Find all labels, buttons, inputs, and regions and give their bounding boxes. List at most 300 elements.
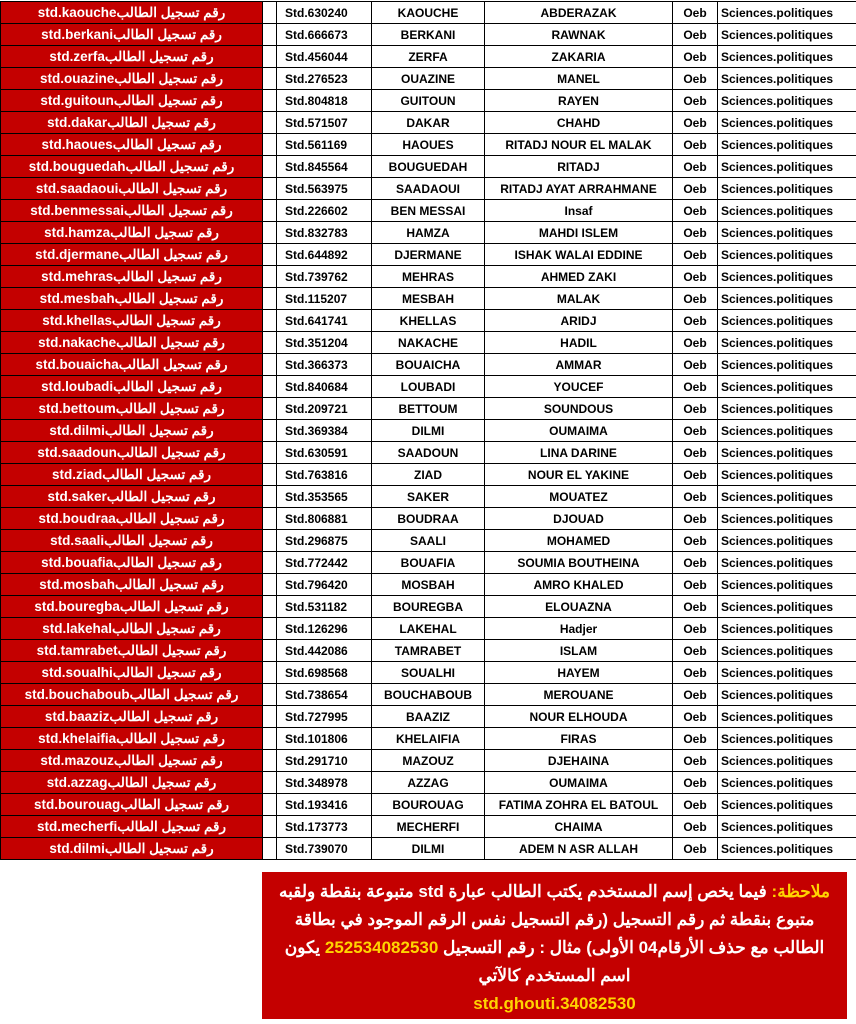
specialty-cell: Sciences.politiques xyxy=(718,640,856,662)
username: std.bouafia xyxy=(41,554,114,570)
registration-id-cell: Std.531182 xyxy=(277,596,372,618)
specialty-cell: Sciences.politiques xyxy=(718,552,856,574)
gap-cell xyxy=(263,2,277,24)
first-name-cell: AMMAR xyxy=(485,354,673,376)
username-cell xyxy=(1,750,263,772)
gap-cell xyxy=(263,24,277,46)
username-caption: رقم تسجيل الطالب xyxy=(119,246,228,262)
registration-id-cell: Std.291710 xyxy=(277,750,372,772)
username-cell xyxy=(1,684,263,706)
username-caption: رقم تسجيل الطالب xyxy=(116,4,226,20)
first-name-cell: MAHDI ISLEM xyxy=(485,222,673,244)
table-row xyxy=(1,508,856,530)
gap-cell xyxy=(263,156,277,178)
specialty-cell: Sciences.politiques xyxy=(718,156,856,178)
username: std.nakache xyxy=(38,334,117,350)
table-row xyxy=(1,200,856,222)
username-cell xyxy=(1,640,263,662)
specialty-cell: Sciences.politiques xyxy=(718,134,856,156)
username-cell xyxy=(1,464,263,486)
last-name-cell: BOUAICHA xyxy=(372,354,485,376)
username-caption: رقم تسجيل الطالب xyxy=(104,422,214,438)
username-caption: رقم تسجيل الطالب xyxy=(113,752,223,768)
first-name-cell: ISHAK WALAI EDDINE xyxy=(485,244,673,266)
faculty-cell: Oeb xyxy=(673,794,718,816)
registration-id-cell: Std.348978 xyxy=(277,772,372,794)
table-row xyxy=(1,816,856,838)
specialty-cell: Sciences.politiques xyxy=(718,662,856,684)
faculty-cell: Oeb xyxy=(673,310,718,332)
username-caption: رقم تسجيل الطالب xyxy=(118,180,228,196)
username: std.dilmi xyxy=(49,840,105,856)
table-row xyxy=(1,838,856,860)
first-name-cell: FATIMA ZOHRA EL BATOUL xyxy=(485,794,673,816)
last-name-cell: SAADAOUI xyxy=(372,178,485,200)
username-cell xyxy=(1,706,263,728)
username: std.saadaoui xyxy=(35,180,119,196)
last-name-cell: MECHERFI xyxy=(372,816,485,838)
last-name-cell: HAOUES xyxy=(372,134,485,156)
specialty-cell: Sciences.politiques xyxy=(718,68,856,90)
table-row xyxy=(1,552,856,574)
username-caption: رقم تسجيل الطالب xyxy=(112,664,222,680)
username-caption: رقم تسجيل الطالب xyxy=(118,356,228,372)
last-name-cell: KHELAIFIA xyxy=(372,728,485,750)
username: std.lakehal xyxy=(42,620,113,636)
last-name-cell: SAADOUN xyxy=(372,442,485,464)
table-row xyxy=(1,112,856,134)
username-cell xyxy=(1,24,263,46)
faculty-cell: Oeb xyxy=(673,486,718,508)
username-cell xyxy=(1,376,263,398)
username-cell xyxy=(1,816,263,838)
username-cell xyxy=(1,266,263,288)
username-caption: رقم تسجيل الطالب xyxy=(104,48,214,64)
username-caption: رقم تسجيل الطالب xyxy=(129,686,239,702)
table-row xyxy=(1,772,856,794)
table-row xyxy=(1,310,856,332)
registration-id-cell: Std.644892 xyxy=(277,244,372,266)
specialty-cell: Sciences.politiques xyxy=(718,794,856,816)
username-cell xyxy=(1,222,263,244)
gap-cell xyxy=(263,508,277,530)
registration-id-cell: Std.193416 xyxy=(277,794,372,816)
gap-cell xyxy=(263,46,277,68)
username: std.djermane xyxy=(35,246,120,262)
specialty-cell: Sciences.politiques xyxy=(718,530,856,552)
username-cell xyxy=(1,200,263,222)
username: std.dakar xyxy=(47,114,108,130)
last-name-cell: HAMZA xyxy=(372,222,485,244)
registration-id-cell: Std.563975 xyxy=(277,178,372,200)
gap-cell xyxy=(263,90,277,112)
username: std.khelaifia xyxy=(38,730,117,746)
last-name-cell: NAKACHE xyxy=(372,332,485,354)
specialty-cell: Sciences.politiques xyxy=(718,178,856,200)
faculty-cell: Oeb xyxy=(673,684,718,706)
first-name-cell: LINA DARINE xyxy=(485,442,673,464)
table-row xyxy=(1,706,856,728)
faculty-cell: Oeb xyxy=(673,24,718,46)
gap-cell xyxy=(263,332,277,354)
faculty-cell: Oeb xyxy=(673,706,718,728)
username-cell xyxy=(1,68,263,90)
table-row xyxy=(1,464,856,486)
faculty-cell: Oeb xyxy=(673,508,718,530)
specialty-cell: Sciences.politiques xyxy=(718,464,856,486)
last-name-cell: DILMI xyxy=(372,838,485,860)
username: std.baaziz xyxy=(44,708,110,724)
gap-cell xyxy=(263,618,277,640)
username: std.saali xyxy=(50,532,105,548)
first-name-cell: SOUNDOUS xyxy=(485,398,673,420)
table-row xyxy=(1,442,856,464)
gap-cell xyxy=(263,662,277,684)
registration-id-cell: Std.369384 xyxy=(277,420,372,442)
username-caption: رقم تسجيل الطالب xyxy=(119,598,229,614)
username: std.hamza xyxy=(44,224,111,240)
first-name-cell: RAYEN xyxy=(485,90,673,112)
faculty-cell: Oeb xyxy=(673,376,718,398)
username-caption: رقم تسجيل الطالب xyxy=(102,466,211,482)
username-caption: رقم تسجيل الطالب xyxy=(115,576,224,592)
first-name-cell: OUMAIMA xyxy=(485,420,673,442)
username-cell xyxy=(1,794,263,816)
last-name-cell: DILMI xyxy=(372,420,485,442)
specialty-cell: Sciences.politiques xyxy=(718,46,856,68)
username-cell xyxy=(1,486,263,508)
username-caption: رقم تسجيل الطالب xyxy=(116,730,225,746)
last-name-cell: BOUAFIA xyxy=(372,552,485,574)
gap-cell xyxy=(263,750,277,772)
table-row xyxy=(1,2,856,24)
table-row xyxy=(1,332,856,354)
gap-cell xyxy=(263,112,277,134)
specialty-cell: Sciences.politiques xyxy=(718,2,856,24)
first-name-cell: DJEHAINA xyxy=(485,750,673,772)
username: std.benmessai xyxy=(30,202,125,218)
last-name-cell: BOUREGBA xyxy=(372,596,485,618)
specialty-cell: Sciences.politiques xyxy=(718,354,856,376)
gap-cell xyxy=(263,200,277,222)
last-name-cell: BOUCHABOUB xyxy=(372,684,485,706)
specialty-cell: Sciences.politiques xyxy=(718,24,856,46)
first-name-cell: FIRAS xyxy=(485,728,673,750)
username: std.mehras xyxy=(41,268,114,284)
table-row xyxy=(1,420,856,442)
gap-cell xyxy=(263,68,277,90)
registration-id-cell: Std.738654 xyxy=(277,684,372,706)
last-name-cell: BOUDRAA xyxy=(372,508,485,530)
first-name-cell: Hadjer xyxy=(485,618,673,640)
first-name-cell: HADIL xyxy=(485,332,673,354)
username: std.haoues xyxy=(41,136,113,152)
registration-id-cell: Std.739070 xyxy=(277,838,372,860)
registration-id-cell: Std.796420 xyxy=(277,574,372,596)
username-cell xyxy=(1,178,263,200)
faculty-cell: Oeb xyxy=(673,838,718,860)
faculty-cell: Oeb xyxy=(673,530,718,552)
note-box xyxy=(262,872,847,1019)
username-cell xyxy=(1,574,263,596)
last-name-cell: BOUROUAG xyxy=(372,794,485,816)
gap-cell xyxy=(263,464,277,486)
first-name-cell: OUMAIMA xyxy=(485,772,673,794)
table-row xyxy=(1,46,856,68)
gap-cell xyxy=(263,816,277,838)
first-name-cell: MANEL xyxy=(485,68,673,90)
first-name-cell: HAYEM xyxy=(485,662,673,684)
registration-id-cell: Std.772442 xyxy=(277,552,372,574)
username-cell xyxy=(1,46,263,68)
specialty-cell: Sciences.politiques xyxy=(718,750,856,772)
last-name-cell: SAKER xyxy=(372,486,485,508)
username-caption: رقم تسجيل الطالب xyxy=(104,840,214,856)
registration-id-cell: Std.832783 xyxy=(277,222,372,244)
table-row xyxy=(1,618,856,640)
first-name-cell: MALAK xyxy=(485,288,673,310)
table-row xyxy=(1,266,856,288)
registration-id-cell: Std.666673 xyxy=(277,24,372,46)
username-cell xyxy=(1,156,263,178)
gap-cell xyxy=(263,640,277,662)
last-name-cell: KHELLAS xyxy=(372,310,485,332)
registration-id-cell: Std.442086 xyxy=(277,640,372,662)
first-name-cell: CHAHD xyxy=(485,112,673,134)
registration-id-cell: Std.115207 xyxy=(277,288,372,310)
last-name-cell: BAAZIZ xyxy=(372,706,485,728)
username-cell xyxy=(1,618,263,640)
faculty-cell: Oeb xyxy=(673,266,718,288)
table-row xyxy=(1,68,856,90)
username: std.tamrabet xyxy=(36,642,118,658)
first-name-cell: ELOUAZNA xyxy=(485,596,673,618)
last-name-cell: LAKEHAL xyxy=(372,618,485,640)
faculty-cell: Oeb xyxy=(673,596,718,618)
gap-cell xyxy=(263,310,277,332)
table-row xyxy=(1,728,856,750)
username-caption: رقم تسجيل الطالب xyxy=(116,334,225,350)
username: std.bouguedah xyxy=(28,158,126,174)
faculty-cell: Oeb xyxy=(673,442,718,464)
specialty-cell: Sciences.politiques xyxy=(718,706,856,728)
username-caption: رقم تسجيل الطالب xyxy=(104,532,213,548)
specialty-cell: Sciences.politiques xyxy=(718,728,856,750)
first-name-cell: SOUMIA BOUTHEINA xyxy=(485,552,673,574)
username: std.soualhi xyxy=(41,664,113,680)
username: std.bourouag xyxy=(34,796,121,812)
username-caption: رقم تسجيل الطالب xyxy=(124,202,233,218)
first-name-cell: RITADJ xyxy=(485,156,673,178)
registration-id-cell: Std.571507 xyxy=(277,112,372,134)
username-caption: رقم تسجيل الطالب xyxy=(109,708,219,724)
last-name-cell: MOSBAH xyxy=(372,574,485,596)
last-name-cell: MAZOUZ xyxy=(372,750,485,772)
gap-cell xyxy=(263,376,277,398)
username-caption: رقم تسجيل الطالب xyxy=(115,510,225,526)
first-name-cell: ABDERAZAK xyxy=(485,2,673,24)
username-caption: رقم تسجيل الطالب xyxy=(106,488,216,504)
faculty-cell: Oeb xyxy=(673,618,718,640)
last-name-cell: ZERFA xyxy=(372,46,485,68)
registration-id-cell: Std.126296 xyxy=(277,618,372,640)
first-name-cell: Insaf xyxy=(485,200,673,222)
username: std.berkani xyxy=(41,26,114,42)
faculty-cell: Oeb xyxy=(673,552,718,574)
faculty-cell: Oeb xyxy=(673,640,718,662)
username-caption: رقم تسجيل الطالب xyxy=(114,290,224,306)
username: std.khellas xyxy=(42,312,113,328)
username-cell xyxy=(1,420,263,442)
faculty-cell: Oeb xyxy=(673,112,718,134)
faculty-cell: Oeb xyxy=(673,2,718,24)
faculty-cell: Oeb xyxy=(673,156,718,178)
gap-cell xyxy=(263,244,277,266)
faculty-cell: Oeb xyxy=(673,816,718,838)
username-caption: رقم تسجيل الطالب xyxy=(115,400,225,416)
username: std.mesbah xyxy=(39,290,115,306)
table-row xyxy=(1,398,856,420)
username: std.ziad xyxy=(52,466,103,482)
last-name-cell: LOUBADI xyxy=(372,376,485,398)
specialty-cell: Sciences.politiques xyxy=(718,618,856,640)
last-name-cell: ZIAD xyxy=(372,464,485,486)
first-name-cell: ISLAM xyxy=(485,640,673,662)
faculty-cell: Oeb xyxy=(673,332,718,354)
username: std.mosbah xyxy=(39,576,116,592)
faculty-cell: Oeb xyxy=(673,398,718,420)
faculty-cell: Oeb xyxy=(673,662,718,684)
username: std.saadoun xyxy=(37,444,117,460)
faculty-cell: Oeb xyxy=(673,68,718,90)
username-caption: رقم تسجيل الطالب xyxy=(112,620,221,636)
username-caption: رقم تسجيل الطالب xyxy=(110,224,219,240)
username-cell xyxy=(1,2,263,24)
username-cell xyxy=(1,662,263,684)
specialty-cell: Sciences.politiques xyxy=(718,442,856,464)
registration-id-cell: Std.296875 xyxy=(277,530,372,552)
username-cell xyxy=(1,508,263,530)
last-name-cell: KAOUCHE xyxy=(372,2,485,24)
first-name-cell: MEROUANE xyxy=(485,684,673,706)
first-name-cell: AHMED ZAKI xyxy=(485,266,673,288)
registration-id-cell: Std.840684 xyxy=(277,376,372,398)
first-name-cell: MOUATEZ xyxy=(485,486,673,508)
gap-cell xyxy=(263,134,277,156)
username-caption: رقم تسجيل الطالب xyxy=(107,114,216,130)
table-row xyxy=(1,354,856,376)
first-name-cell: CHAIMA xyxy=(485,816,673,838)
table-row xyxy=(1,156,856,178)
gap-cell xyxy=(263,530,277,552)
last-name-cell: BOUGUEDAH xyxy=(372,156,485,178)
note-example-username: std.ghouti.34082530 xyxy=(473,994,636,1013)
registration-id-cell: Std.763816 xyxy=(277,464,372,486)
username-cell xyxy=(1,244,263,266)
username-cell xyxy=(1,288,263,310)
faculty-cell: Oeb xyxy=(673,46,718,68)
registration-id-cell: Std.561169 xyxy=(277,134,372,156)
username-cell xyxy=(1,442,263,464)
table-row xyxy=(1,486,856,508)
faculty-cell: Oeb xyxy=(673,288,718,310)
specialty-cell: Sciences.politiques xyxy=(718,222,856,244)
first-name-cell: NOUR EL YAKINE xyxy=(485,464,673,486)
username: std.kaouche xyxy=(37,4,117,20)
faculty-cell: Oeb xyxy=(673,134,718,156)
username: std.loubadi xyxy=(41,378,114,394)
username-cell xyxy=(1,354,263,376)
table-row xyxy=(1,134,856,156)
last-name-cell: GUITOUN xyxy=(372,90,485,112)
faculty-cell: Oeb xyxy=(673,200,718,222)
last-name-cell: SAALI xyxy=(372,530,485,552)
gap-cell xyxy=(263,706,277,728)
last-name-cell: SOUALHI xyxy=(372,662,485,684)
last-name-cell: DAKAR xyxy=(372,112,485,134)
note-example-number: 252534082530 xyxy=(324,938,439,957)
username-caption: رقم تسجيل الطالب xyxy=(117,818,226,834)
specialty-cell: Sciences.politiques xyxy=(718,838,856,860)
username-cell xyxy=(1,398,263,420)
username-caption: رقم تسجيل الطالب xyxy=(113,378,222,394)
gap-cell xyxy=(263,838,277,860)
table-row xyxy=(1,178,856,200)
faculty-cell: Oeb xyxy=(673,420,718,442)
username: std.bouchaboub xyxy=(24,686,130,702)
username: std.bouregba xyxy=(34,598,120,614)
first-name-cell: ZAKARIA xyxy=(485,46,673,68)
username-caption: رقم تسجيل الطالب xyxy=(113,268,222,284)
username: std.bettoum xyxy=(38,400,116,416)
first-name-cell: MOHAMED xyxy=(485,530,673,552)
username-caption: رقم تسجيل الطالب xyxy=(116,444,226,460)
table-row xyxy=(1,574,856,596)
username: std.dilmi xyxy=(49,422,105,438)
first-name-cell: YOUCEF xyxy=(485,376,673,398)
table-row xyxy=(1,90,856,112)
registration-id-cell: Std.173773 xyxy=(277,816,372,838)
username-cell xyxy=(1,596,263,618)
specialty-cell: Sciences.politiques xyxy=(718,420,856,442)
username: std.zerfa xyxy=(49,48,105,64)
table-row xyxy=(1,684,856,706)
specialty-cell: Sciences.politiques xyxy=(718,398,856,420)
registration-id-cell: Std.630591 xyxy=(277,442,372,464)
faculty-cell: Oeb xyxy=(673,354,718,376)
table-row xyxy=(1,530,856,552)
specialty-cell: Sciences.politiques xyxy=(718,288,856,310)
table-row xyxy=(1,376,856,398)
faculty-cell: Oeb xyxy=(673,750,718,772)
username-cell xyxy=(1,134,263,156)
table-row xyxy=(1,288,856,310)
faculty-cell: Oeb xyxy=(673,464,718,486)
note-text: فيما يخص إسم المستخدم يكتب الطالب عبارة std متبوعة بنقطة ولقبه متبوع بنقطة ثم رقم التسجيل (رقم التسجيل نفس الرقم الموجود في بطاقة الطالب مع حذف الأرقام04 الأولى) مثال : رقم التسجيل xyxy=(278,882,825,957)
gap-cell xyxy=(263,596,277,618)
first-name-cell: AMRO KHALED xyxy=(485,574,673,596)
username-cell xyxy=(1,772,263,794)
first-name-cell: NOUR ELHOUDA xyxy=(485,706,673,728)
note-label: ملاحظة: xyxy=(771,882,831,901)
faculty-cell: Oeb xyxy=(673,772,718,794)
table-row xyxy=(1,794,856,816)
username: std.ouazine xyxy=(40,70,115,86)
gap-cell xyxy=(263,354,277,376)
username-cell xyxy=(1,332,263,354)
username: std.boudraa xyxy=(38,510,116,526)
gap-cell xyxy=(263,266,277,288)
